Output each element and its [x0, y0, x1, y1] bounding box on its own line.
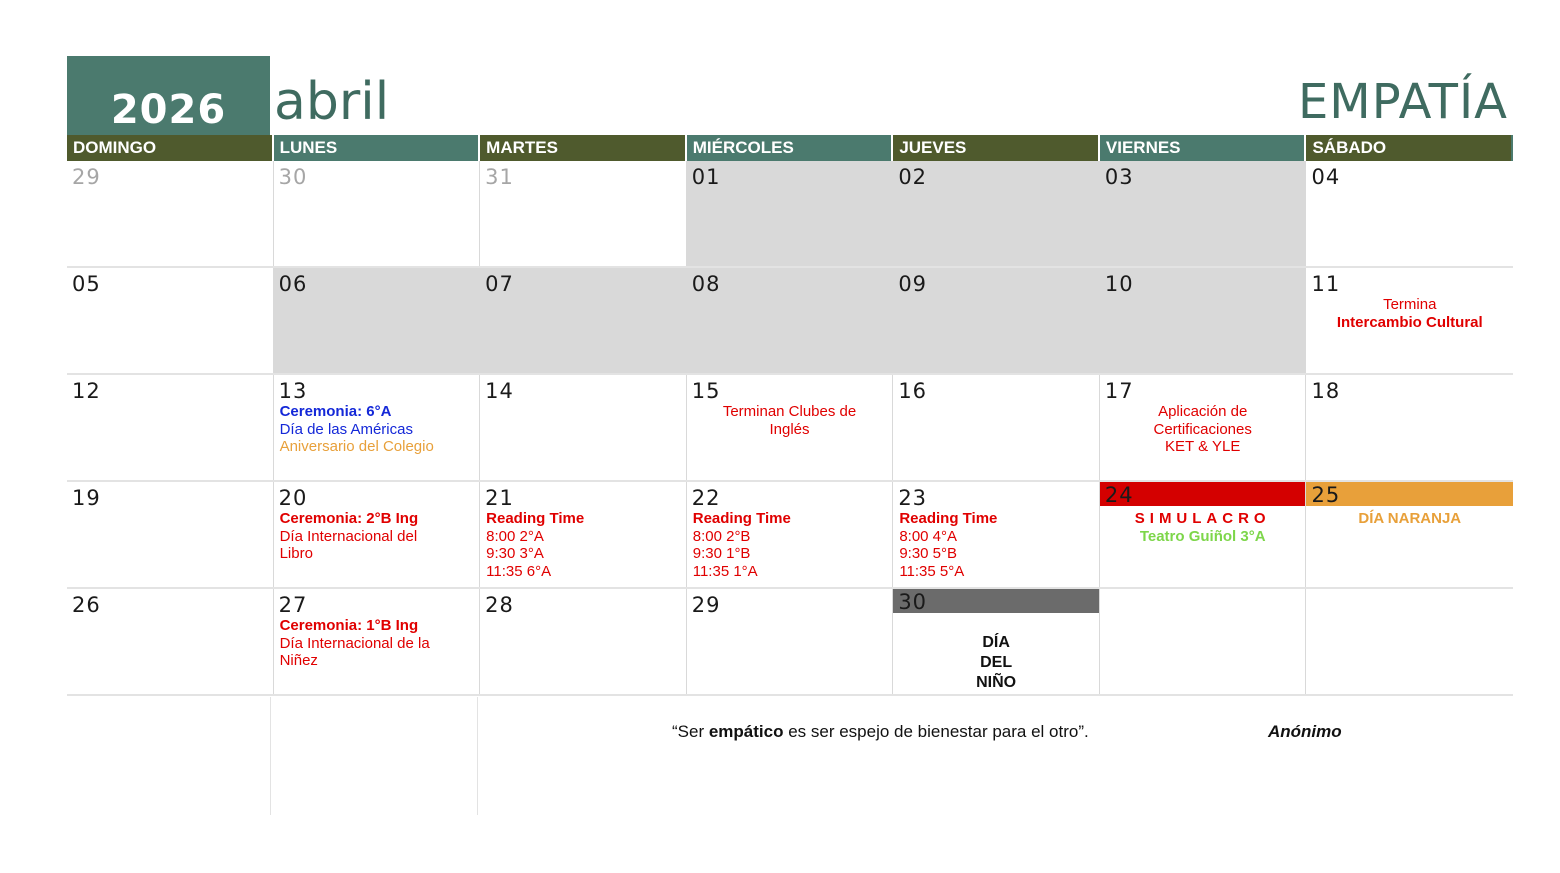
calendar-day[interactable]	[687, 161, 894, 266]
day-events	[1308, 296, 1511, 331]
calendar-day[interactable]	[893, 482, 1100, 587]
calendar-day[interactable]	[480, 589, 687, 694]
event-line: Terminan Clubes de	[722, 403, 857, 420]
day-number: 13	[278, 379, 308, 403]
event-line: 9:30 3°A	[486, 545, 544, 562]
calendar-day[interactable]	[480, 161, 687, 266]
calendar-day[interactable]	[67, 589, 274, 694]
weekday-header	[67, 135, 1513, 161]
calendar-day[interactable]	[480, 268, 687, 373]
event-line: SIMULACRO	[1134, 510, 1271, 527]
calendar-day[interactable]	[1306, 589, 1513, 694]
weekday-wednesday: MIÉRCOLES	[687, 135, 894, 161]
day-number: 01	[691, 165, 721, 189]
day-number: 10	[1104, 272, 1134, 296]
day-number: 04	[1311, 165, 1341, 189]
footer-divider	[270, 697, 271, 815]
weekday-monday: LUNES	[274, 135, 481, 161]
day-events	[689, 403, 891, 438]
year-label: 2026	[110, 87, 227, 133]
day-number: 06	[278, 272, 308, 296]
event-line: Día Internacional del	[279, 527, 418, 545]
day-events	[899, 510, 1095, 580]
event-line: Libro	[279, 545, 313, 562]
calendar-day[interactable]	[274, 161, 481, 266]
event-line: Inglés	[769, 420, 810, 438]
calendar-week	[67, 161, 1513, 268]
calendar-day[interactable]	[480, 375, 687, 480]
day-number: 22	[691, 486, 721, 510]
day-number: 19	[72, 486, 101, 510]
calendar-day[interactable]	[893, 375, 1100, 480]
calendar-day[interactable]	[687, 375, 894, 480]
calendar-day[interactable]	[67, 268, 274, 373]
calendar-day[interactable]	[1306, 268, 1513, 373]
year-banner	[67, 56, 270, 135]
weekday-sunday: DOMINGO	[67, 135, 274, 161]
day-events	[280, 403, 476, 456]
event-line: Ceremonia: 2°B Ing	[279, 510, 419, 527]
day-number: 09	[898, 272, 928, 296]
day-number: 31	[485, 165, 514, 189]
event-line: Termina	[1383, 296, 1437, 313]
event-line: 8:00 4°A	[899, 527, 958, 545]
event-line: DÍA	[982, 634, 1010, 651]
calendar-day[interactable]	[480, 482, 687, 587]
day-number: 03	[1104, 165, 1134, 189]
calendar-day[interactable]	[893, 589, 1100, 694]
event-line: Niñez	[279, 652, 318, 669]
event-line: Teatro Guiñol 3°A	[1139, 527, 1266, 545]
event-line: 11:35 6°A	[486, 562, 552, 580]
event-line: 9:30 5°B	[899, 545, 958, 562]
day-number: 17	[1104, 379, 1134, 403]
event-line: DEL	[980, 654, 1013, 671]
event-line: KET & YLE	[1165, 438, 1241, 455]
weekday-thursday: JUEVES	[893, 135, 1100, 161]
calendar-day[interactable]	[1100, 589, 1307, 694]
day-number: 02	[898, 165, 928, 189]
day-number: 20	[278, 486, 308, 510]
event-line: Reading Time	[899, 510, 998, 527]
day-events	[1102, 510, 1304, 545]
calendar-week	[67, 268, 1513, 375]
day-number: 16	[898, 379, 928, 403]
calendar-day[interactable]	[1306, 375, 1513, 480]
calendar-day[interactable]	[274, 375, 481, 480]
event-line: Aniversario del Colegio	[279, 438, 434, 455]
day-events	[280, 510, 476, 563]
day-number: 26	[72, 593, 101, 617]
calendar-day[interactable]	[1100, 482, 1307, 587]
day-number: 25	[1311, 483, 1341, 507]
day-events	[1308, 510, 1511, 528]
event-line: Ceremonia: 1°B Ing	[279, 617, 419, 634]
day-number: 11	[1311, 272, 1341, 296]
event-line: 9:30 1°B	[692, 545, 751, 562]
day-events	[1102, 403, 1304, 456]
day-number: 12	[72, 379, 101, 403]
calendar-day[interactable]	[687, 268, 894, 373]
event-line: Intercambio Cultural	[1336, 313, 1483, 331]
day-number: 30	[278, 165, 308, 189]
weekday-tuesday: MARTES	[480, 135, 687, 161]
calendar-week	[67, 589, 1513, 696]
day-number: 30	[898, 590, 928, 614]
event-line: Aplicación de	[1158, 403, 1248, 420]
event-line: Día Internacional de la	[279, 634, 430, 652]
calendar-day[interactable]	[893, 161, 1100, 266]
day-number: 24	[1104, 483, 1134, 507]
event-line: 8:00 2°A	[486, 527, 544, 545]
calendar-day[interactable]	[67, 375, 274, 480]
day-number: 23	[898, 486, 928, 510]
event-line: 11:35 5°A	[899, 562, 965, 580]
calendar-day[interactable]	[274, 268, 481, 373]
weekday-friday: VIERNES	[1100, 135, 1307, 161]
event-line: Día de las Américas	[279, 420, 413, 438]
day-number: 14	[485, 379, 514, 403]
day-number: 28	[485, 593, 514, 617]
day-number: 27	[278, 593, 308, 617]
calendar-day[interactable]	[1100, 161, 1307, 266]
day-highlight-bar	[1306, 482, 1513, 506]
event-line: DÍA NARANJA	[1358, 510, 1462, 527]
event-line: Reading Time	[486, 510, 585, 527]
day-number: 21	[485, 486, 514, 510]
day-events	[486, 510, 682, 580]
event-line: Certificaciones	[1153, 420, 1252, 438]
footer-divider	[477, 697, 478, 815]
event-line: Ceremonia: 6°A	[279, 403, 392, 420]
day-number: 29	[691, 593, 721, 617]
calendar-day[interactable]	[687, 482, 894, 587]
day-number: 05	[72, 272, 101, 296]
theme-title: EMPATÍA	[1297, 74, 1508, 130]
event-line: NIÑO	[976, 674, 1017, 691]
day-highlight-bar	[1100, 482, 1306, 506]
month-title: abril	[274, 72, 390, 132]
day-highlight-bar	[893, 589, 1099, 613]
day-number: 07	[485, 272, 514, 296]
day-number: 29	[72, 165, 101, 189]
calendar-day[interactable]	[1100, 375, 1307, 480]
calendar-day[interactable]	[274, 589, 481, 694]
day-events	[895, 633, 1097, 693]
event-line: 8:00 2°B	[692, 527, 751, 545]
calendar-week	[67, 482, 1513, 589]
quote-text	[672, 722, 1089, 742]
calendar-day[interactable]	[1306, 482, 1513, 587]
quote-author: Anónimo	[1268, 722, 1342, 741]
calendar-day[interactable]	[1306, 161, 1513, 266]
day-number: 08	[691, 272, 721, 296]
calendar-day[interactable]	[1100, 268, 1307, 373]
day-number: 18	[1311, 379, 1341, 403]
quote-open: “Ser	[672, 722, 709, 741]
calendar-day[interactable]	[274, 482, 481, 587]
day-events	[280, 617, 476, 670]
day-events	[693, 510, 889, 580]
calendar-day[interactable]	[67, 482, 274, 587]
calendar-day[interactable]	[687, 589, 894, 694]
quote-emphasis: empático	[708, 722, 784, 741]
event-line: 11:35 1°A	[692, 562, 758, 580]
day-number: 15	[691, 379, 721, 403]
quote-rest: es ser espejo de bienestar para el otro”.	[783, 722, 1089, 741]
event-line: Reading Time	[692, 510, 791, 527]
calendar-week	[67, 375, 1513, 482]
calendar-day[interactable]	[67, 161, 274, 266]
calendar-grid	[67, 161, 1513, 696]
calendar-day[interactable]	[893, 268, 1100, 373]
weekday-saturday: SÁBADO	[1306, 135, 1513, 161]
